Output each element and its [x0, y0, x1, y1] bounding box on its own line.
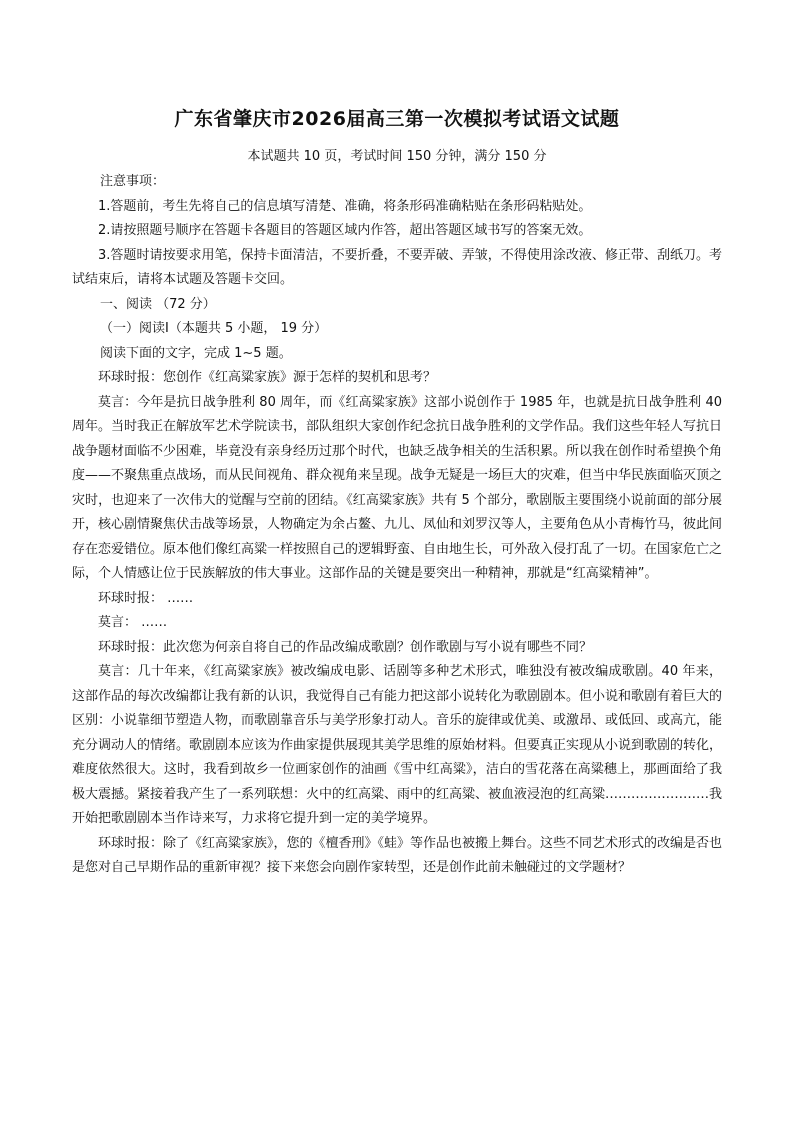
subsection-heading: （一）阅读Ⅰ（本题共 5 小题， 19 分）	[100, 321, 328, 336]
interview-paragraph: 环球时报：除了《红高粱家族》，您的《檀香刑》《蛙》等作品也被搬上舞台。这些不同艺术形式的改编是否也是您对自己早期作品的重新审视？接下来您会向剧作家转型，还是创作此前未触碰过的文学题材？	[72, 835, 723, 875]
interview-paragraph: 莫言：今年是抗日战争胜利 80 周年，而《红高粱家族》这部小说创作于 1985 年，也就是抗日战争胜利 40 周年。当时我正在解放军艺术学院读书，部队组织大家创作纪念抗日战争胜利的文学作品。我们这些年轻人写抗日战争题材面临不少困难，毕竟没有亲身经历过那个时代，也缺乏战争相关的生活积累。所以我在创作时希望换个角度——不聚焦重点战场，而从民间视角、群众视角来呈现。战争无疑是一场巨大的灾难，但当中华民族面临灭顶之灾时，也迎来了一次伟大的觉醒与空前的团结。《红高粱家族》共有 5 个部分，歌剧版主要围绕小说前面的部分展开，核心剧情聚焦伏击战等场景，人物确定为余占鳌、九儿、凤仙和刘罗汉等人，主要角色从小青梅竹马，彼此间存在恋爱错位。原本他们像红高粱一样按照自己的逻辑野蛮、自由地生长，可外敌入侵打乱了一切。在国家危亡之际，个人情感让位于民族解放的伟大事业。这部作品的关键是要突出一种精神，那就是“红高粱精神”。	[72, 394, 723, 581]
interview-paragraph: 莫言：几十年来，《红高粱家族》被改编成电影、话剧等多种艺术形式，唯独没有被改编成歌剧。40 年来，这部作品的每次改编都让我有新的认识，我觉得自己有能力把这部小说转化为歌剧剧本。但小说和歌剧有着巨大的区别：小说靠细节塑造人物，而歌剧靠音乐与美学形象打动人。音乐的旋律或优美、或激昂、或低回、或高亢，能充分调动人的情绪。歌剧剧本应该为作曲家提供展现其美学思维的原始材料。但要真正实现从小说到歌剧的转化，难度依然很大。这时，我看到故乡一位画家创作的油画《雪中红高粱》，洁白的雪花落在高粱穗上，那画面给了我极大震撼。紧接着我产生了一系列联想：火中的红高粱、雨中的红高粱、被血液浸泡的红高粱……………………我开始把歌剧剧本当作诗来写，力求将它提升到一定的美学境界。	[72, 664, 723, 826]
interview-paragraph: 环球时报：您创作《红高粱家族》源于怎样的契机和思考？	[98, 370, 437, 385]
page-title: 广东省肇庆市2026届高三第一次模拟考试语文试题	[174, 108, 620, 130]
notice-item: 3.答题时请按要求用笔，保持卡面清洁，不要折叠，不要弄破、弄皱，不得使用涂改液、修正带、刮纸刀。考试结束后，请将本试题及答题卡交回。	[72, 247, 722, 287]
interview-paragraph: 环球时报： ……	[98, 590, 194, 606]
interview-paragraph: 莫言： ……	[98, 615, 168, 630]
exam-info: 本试题共 10 页，考试时间 150 分钟，满分 150 分	[247, 149, 547, 164]
notice-item: 1.答题前，考生先将自己的信息填写清楚、准确，将条形码准确粘贴在条形码粘贴处。	[98, 198, 592, 214]
document-body	[72, 170, 722, 881]
reading-instruction: 阅读下面的文字，完成 1~5 题。	[100, 345, 292, 361]
section-heading: 一、阅读 （72 分）	[100, 296, 216, 312]
interview-paragraph: 环球时报：此次您为何亲自将自己的作品改编成歌剧？创作歌剧与写小说有哪些不同？	[98, 639, 593, 655]
notice-item: 2.请按照题号顺序在答题卡各题目的答题区域内作答，超出答题区域书写的答案无效。	[98, 223, 592, 238]
notice-heading: 注意事项：	[100, 174, 166, 189]
